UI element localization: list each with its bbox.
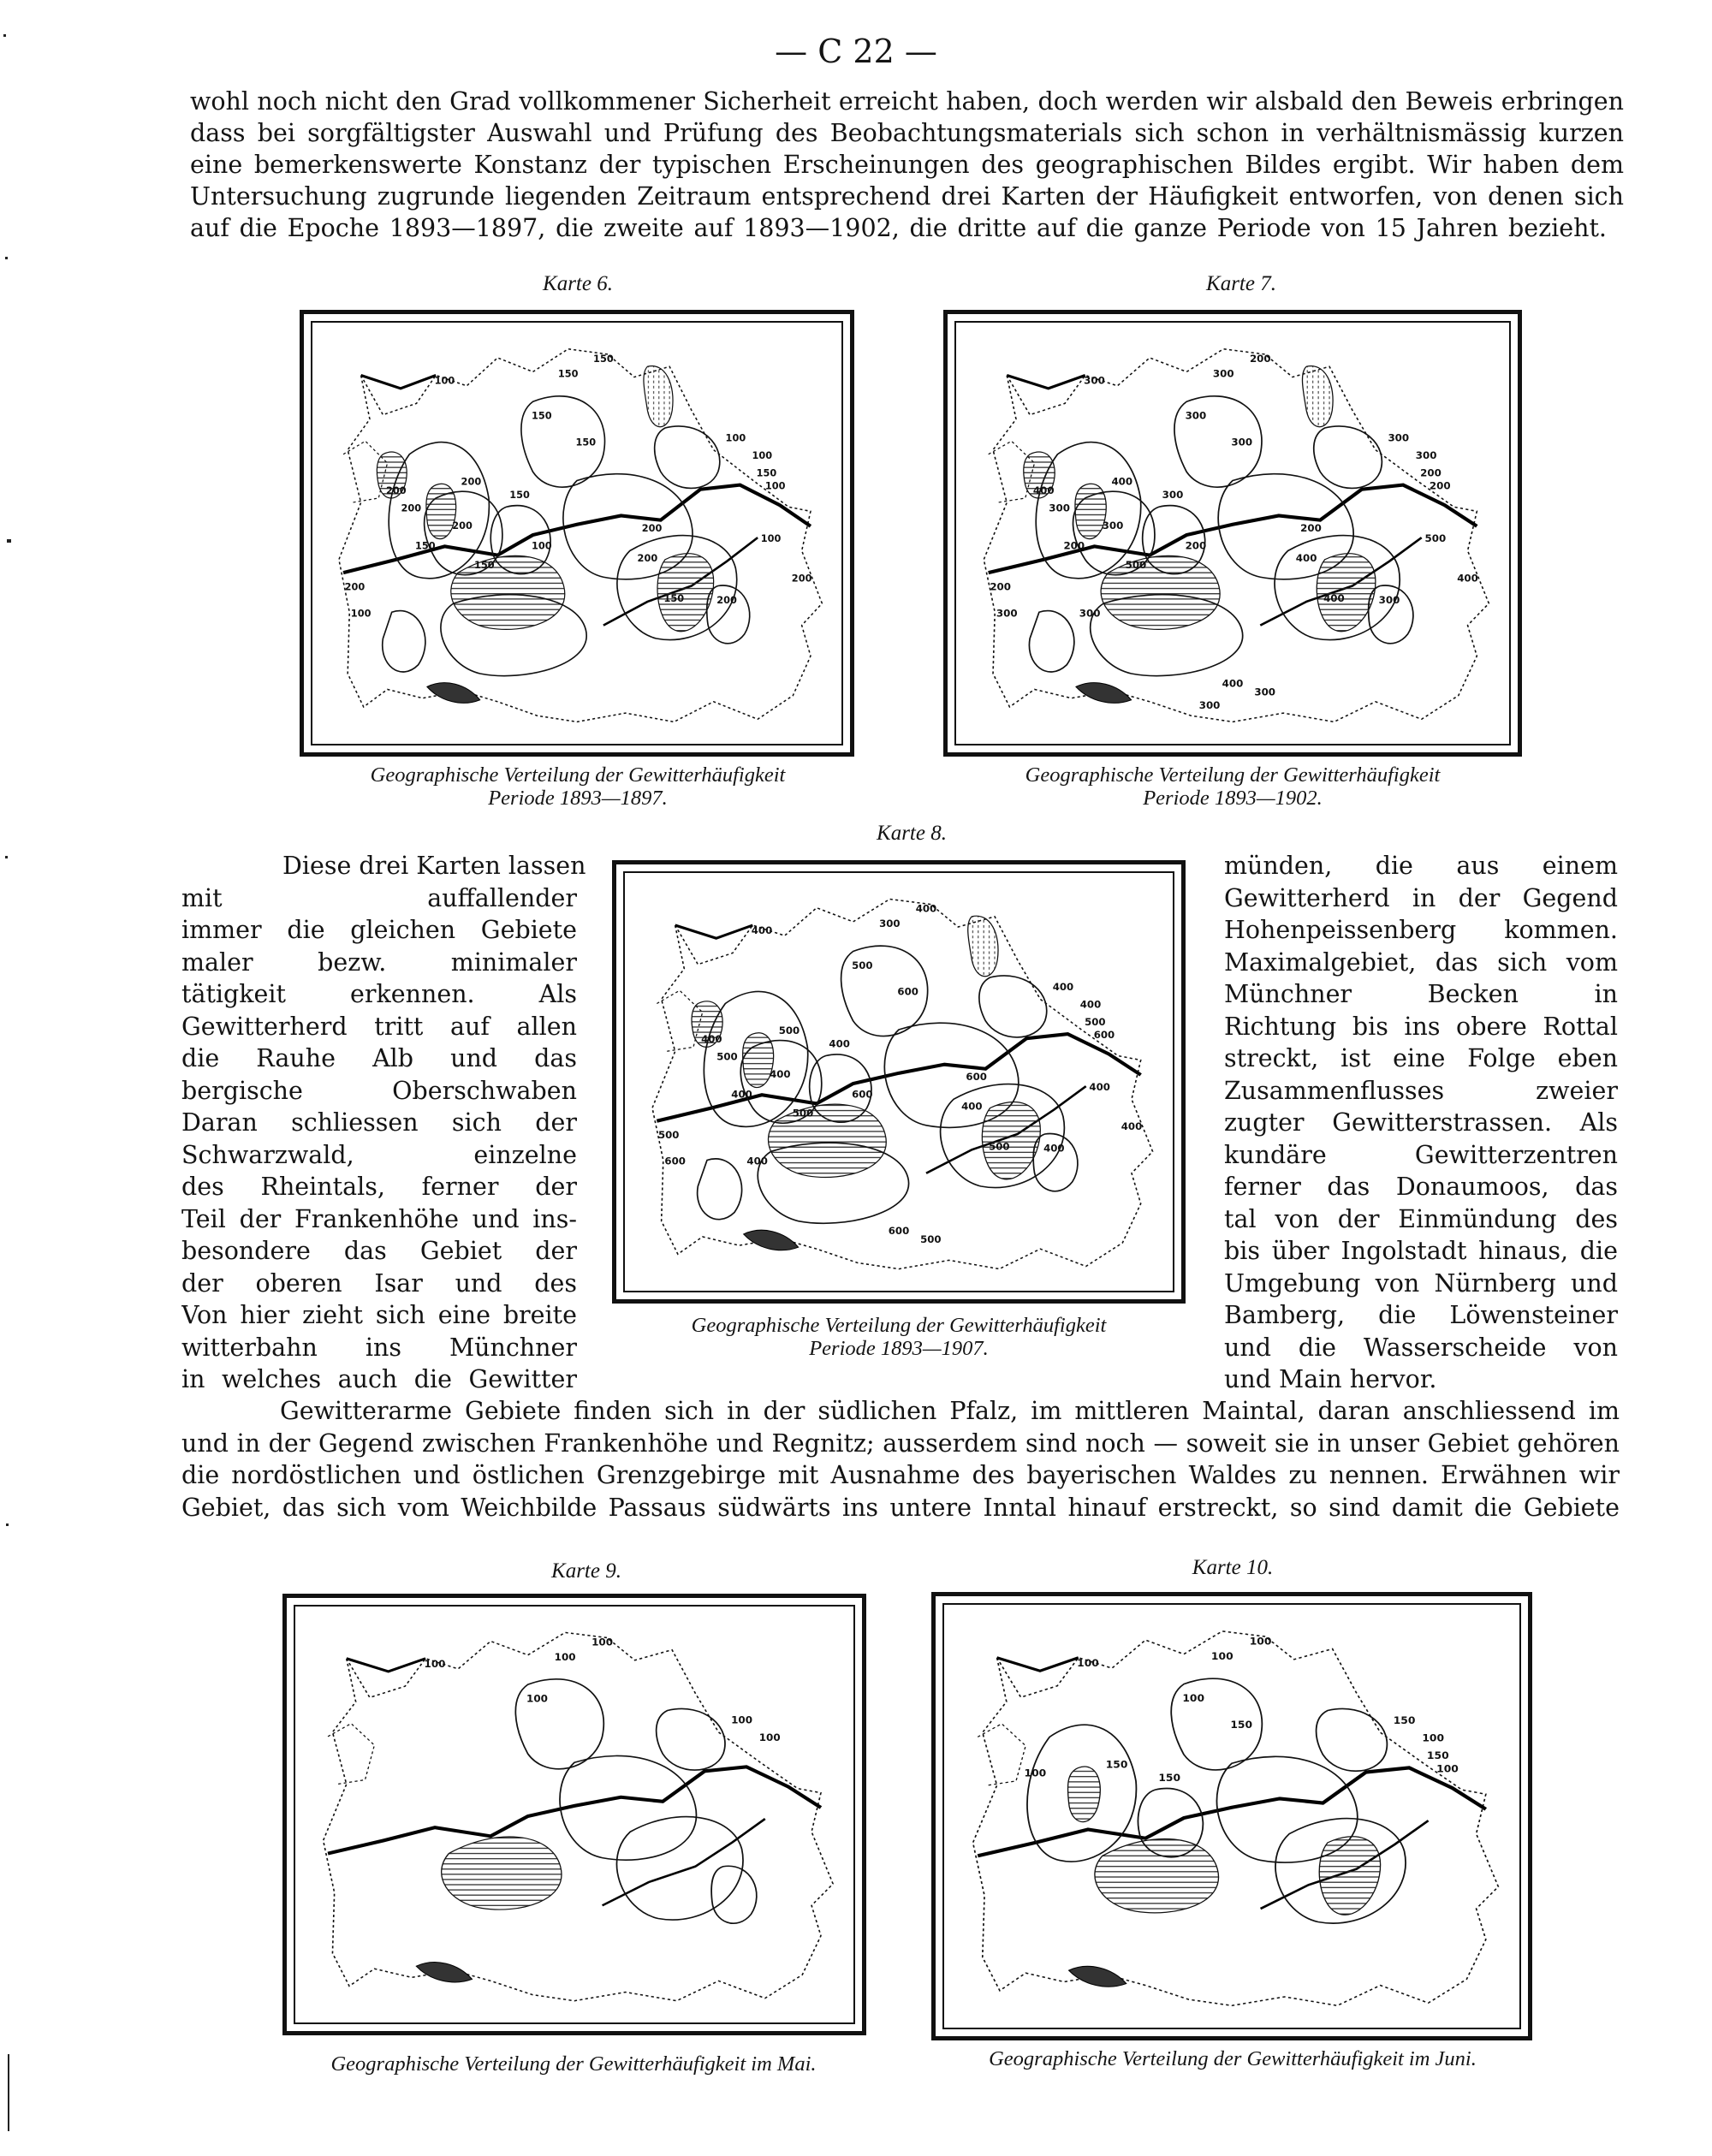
contour-label: 300: [1079, 607, 1101, 620]
contour-label: 150: [1393, 1714, 1416, 1726]
contour-label: 300: [1231, 436, 1253, 448]
contour-label: 150: [1158, 1772, 1181, 1784]
contour-label: 400: [746, 1155, 768, 1167]
text-line: tätigkeit erkennen. Als: [181, 980, 577, 1008]
text-line: und in der Gegend zwischen Frankenhöhe und Regnitz; ausserdem sind noch — soweit sie in unser Gebiet gehören: [181, 1428, 1620, 1458]
text-line: Münchner Becken in: [1224, 980, 1618, 1008]
caption-line: Geographische Verteilung der Gewitterhäufigkeit: [1025, 763, 1441, 787]
contour-label: 600: [852, 1088, 873, 1101]
text-line: bergische Oberschwaben: [181, 1076, 577, 1105]
text-line: münden, die aus einem: [1224, 852, 1618, 880]
scan-mark: [8, 2054, 9, 2131]
contour-label: 100: [1436, 1763, 1459, 1775]
contour-label: 200: [1185, 539, 1207, 552]
map-karte-7: [943, 310, 1522, 757]
contour-label: 200: [386, 484, 407, 496]
contour-label: 100: [764, 480, 786, 492]
contour-label: 400: [1222, 677, 1244, 690]
contour-label: 100: [1024, 1767, 1047, 1779]
contour-label: 400: [915, 903, 937, 915]
state-border: [324, 1632, 833, 2000]
contour-label: 300: [1415, 449, 1437, 461]
text-line: wohl noch nicht den Grad vollkommener Sicherheit erreicht haben, doch werden wir alsbald den Beweis erbringen: [190, 87, 1624, 116]
scan-mark: [5, 856, 8, 858]
map-label-karte-10: Karte 10.: [1192, 1556, 1274, 1579]
contour-label: 200: [452, 520, 473, 532]
lake-constance: [1076, 683, 1132, 704]
contour-label: 200: [1300, 522, 1322, 534]
maximum-area: [1067, 1767, 1100, 1822]
contour-label: 200: [401, 502, 422, 514]
state-border: [984, 349, 1489, 722]
minimum-area: [1302, 366, 1333, 427]
contour-label: 500: [852, 959, 873, 971]
text-line: Schwarzwald, einzelne: [181, 1140, 577, 1169]
caption-line: Geographische Verteilung der Gewitterhäufigkeit: [370, 763, 786, 787]
contour-label: 400: [1121, 1120, 1143, 1132]
text-line: besondere das Gebiet der: [181, 1237, 577, 1265]
contour-label: 500: [716, 1050, 738, 1063]
contour-label: 300: [1198, 699, 1221, 711]
caption-line: Periode 1893—1907.: [809, 1337, 989, 1360]
maximum-area: [769, 1104, 887, 1177]
contour-label: 400: [1032, 484, 1055, 496]
text-line: die nordöstlichen und östlichen Grenzgebirge mit Ausnahme des bayerischen Waldes zu nennen. Erwähnen wir: [181, 1461, 1620, 1489]
contour-label: 600: [664, 1155, 686, 1167]
contour-label: 400: [1323, 592, 1345, 604]
maximum-area: [1095, 1838, 1219, 1912]
river-line: [603, 1819, 765, 1905]
contour-label: 400: [770, 1068, 791, 1080]
lake-constance: [1069, 1966, 1126, 1987]
lake-constance: [427, 683, 480, 704]
state-border: [652, 900, 1153, 1269]
page-number: — C 22 —: [775, 33, 937, 70]
text-line: ferner das Donaumoos, das: [1224, 1173, 1618, 1201]
minimum-area: [644, 366, 673, 427]
contour-label: 500: [989, 1140, 1010, 1153]
text-line: Gebiet, das sich vom Weichbilde Passaus südwärts ins untere Inntal hinauf erstreckt, so sind damit die Gebiete: [181, 1493, 1620, 1522]
text-line: und Main hervor.: [1224, 1365, 1437, 1393]
map-graphic: [295, 1607, 853, 2022]
contour-label: 100: [526, 1692, 549, 1705]
caption-line: Geographische Verteilung der Gewitterhäufigkeit: [691, 1314, 1107, 1337]
contour-label: 100: [731, 1714, 753, 1726]
text-line: maler bezw. minimaler: [181, 947, 577, 977]
map-caption-karte-8: [608, 1314, 1190, 1360]
contour-label: 100: [424, 1658, 446, 1670]
map-label-karte-8: Karte 8.: [877, 822, 947, 845]
contour-label: 300: [1185, 410, 1207, 422]
contour-label: 300: [1212, 367, 1234, 380]
text-line: streckt, ist eine Folge eben: [1224, 1044, 1618, 1072]
text-line: immer die gleichen Gebiete: [181, 916, 577, 944]
contour-label: 150: [1105, 1758, 1128, 1771]
isoline: [560, 1755, 696, 1860]
river-line: [361, 376, 437, 389]
contour-label: 500: [1125, 559, 1147, 571]
contour-label: 100: [1182, 1692, 1205, 1705]
contour-label: 600: [897, 985, 918, 998]
contour-label: 100: [1249, 1635, 1272, 1648]
text-line: Umgebung von Nürnberg und: [1224, 1268, 1618, 1298]
contour-label: 150: [1230, 1719, 1253, 1731]
contour-label: 500: [657, 1129, 680, 1142]
contour-label: 400: [701, 1033, 722, 1046]
text-line: des Rheintals, ferner der: [181, 1173, 577, 1201]
text-line: Teil der Frankenhöhe und ins-: [181, 1204, 577, 1233]
contour-label: 400: [829, 1037, 850, 1050]
contour-label: 300: [996, 607, 1018, 620]
contour-label: 200: [1249, 353, 1271, 365]
scan-mark: [5, 257, 8, 259]
text-line: witterbahn ins Münchner: [181, 1333, 577, 1362]
contour-label: 200: [637, 552, 658, 564]
contour-label: 400: [731, 1088, 752, 1101]
text-line: auf die Epoche 1893—1897, die zweite auf 1893—1902, die dritte auf die ganze Periode von 15 Jahren bezieht.: [190, 214, 1607, 242]
text-line: und die Wasserscheide von: [1224, 1333, 1618, 1362]
river-line: [997, 1658, 1079, 1671]
lake-constance: [416, 1963, 472, 1982]
map-label-karte-9: Karte 9.: [551, 1559, 621, 1583]
contour-label: 150: [575, 437, 597, 448]
map-caption-karte-7: [942, 763, 1524, 810]
maximum-area: [451, 555, 565, 629]
contour-label: 200: [461, 476, 482, 488]
maximum-area: [1319, 1837, 1380, 1915]
contour-label: 600: [1093, 1029, 1115, 1042]
contour-label: 100: [434, 375, 455, 387]
contour-label: 400: [1089, 1081, 1110, 1094]
contour-label: 400: [1295, 552, 1317, 564]
isoline: [1029, 611, 1073, 672]
contour-label: 300: [1084, 375, 1105, 387]
contour-label: 100: [591, 1636, 614, 1648]
map-karte-9: [282, 1594, 866, 2035]
contour-label: 500: [792, 1107, 814, 1120]
contour-label: 500: [778, 1025, 800, 1037]
contour-label: 300: [1378, 594, 1400, 606]
text-line: die Rauhe Alb und das: [181, 1044, 577, 1072]
text-line: dass bei sorgfältigster Auswahl und Prüfung des Beobachtungsmaterials sich schon in verhältnismässig kurzen: [190, 119, 1624, 147]
text-line: Gewitterherd tritt auf allen: [181, 1012, 577, 1041]
map-karte-10: [931, 1592, 1532, 2040]
contour-label: 300: [1049, 502, 1070, 514]
isoline: [617, 1817, 743, 1920]
river-line: [347, 1659, 425, 1672]
state-border: [328, 1724, 374, 1785]
contour-label: 200: [990, 580, 1012, 593]
contour-label: 500: [1424, 532, 1447, 545]
river-line: [1007, 376, 1085, 389]
text-line: Gewitterherd in der Gegend: [1224, 883, 1618, 912]
text-line: Diese drei Karten lassen: [282, 852, 586, 880]
contour-label: 100: [531, 540, 552, 552]
contour-label: 300: [1388, 431, 1410, 444]
contour-label: 600: [966, 1071, 987, 1083]
text-line: Untersuchung zugrunde liegenden Zeitraum entsprechend drei Karten der Häufigkeit entworfen, von denen sich: [190, 182, 1624, 211]
contour-label: 100: [1077, 1657, 1099, 1669]
contour-label: 400: [751, 924, 773, 937]
contour-label: 300: [1102, 520, 1124, 532]
contour-label: 600: [888, 1225, 910, 1237]
contour-label: 400: [1043, 1142, 1065, 1155]
text-line: zugter Gewitterstrassen. Als: [1224, 1108, 1618, 1137]
isoline: [657, 1709, 725, 1771]
contour-label: 150: [474, 560, 495, 571]
contour-label: 150: [415, 540, 436, 552]
scan-mark: [7, 539, 11, 543]
contour-label: 100: [554, 1651, 576, 1663]
contour-label: 150: [557, 368, 579, 380]
map-karte-8: [612, 860, 1186, 1304]
map-graphic: [625, 873, 1173, 1291]
isoline: [655, 426, 720, 488]
text-line: tal von der Einmündung des: [1224, 1204, 1618, 1233]
text-line: kundäre Gewitterzentren: [1224, 1140, 1618, 1169]
text-line: bis über Ingolstadt hinaus, die: [1224, 1237, 1618, 1265]
contour-label: 100: [350, 608, 372, 620]
contour-label: 200: [1063, 539, 1085, 552]
text-line: Von hier zieht sich eine breite: [181, 1301, 577, 1329]
text-line: Daran schliessen sich der: [181, 1108, 577, 1137]
isoline: [1314, 426, 1382, 488]
contour-label: 400: [1052, 981, 1074, 994]
contour-label: 150: [756, 467, 777, 479]
text-line: der oberen Isar und des: [181, 1268, 577, 1298]
text-line: Bamberg, die Löwensteiner: [1224, 1301, 1618, 1329]
text-line: Richtung bis ins obere Rottal: [1224, 1012, 1618, 1041]
contour-label: 400: [1457, 572, 1478, 585]
contour-label: 100: [1210, 1650, 1233, 1662]
lake-constance: [744, 1230, 799, 1250]
isoline: [383, 611, 425, 672]
contour-label: 500: [1085, 1016, 1106, 1028]
text-line: in welches auch die Gewitter: [181, 1365, 577, 1393]
contour-label: 400: [1079, 998, 1102, 1011]
caption-line: Periode 1893—1902.: [1143, 787, 1323, 810]
contour-label: 150: [531, 410, 552, 422]
contour-label: 100: [758, 1731, 781, 1743]
map-caption-karte-10: Geographische Verteilung der Gewitterhäufigkeit im Juni.: [989, 2047, 1477, 2070]
isoline: [711, 1866, 757, 1923]
contour-label: 200: [344, 581, 366, 593]
isoline: [698, 1159, 742, 1220]
contour-label: 400: [1111, 475, 1133, 488]
contour-label: 200: [1420, 466, 1442, 479]
isoline: [1317, 1708, 1388, 1771]
contour-label: 300: [1254, 686, 1276, 698]
river-line: [675, 925, 753, 938]
isoline: [979, 976, 1047, 1037]
map-graphic: [312, 323, 841, 744]
text-line: Maximalgebiet, das sich vom: [1224, 947, 1618, 977]
maximum-area: [1101, 555, 1220, 629]
contour-label: 200: [791, 573, 812, 585]
text-line: Zusammenflusses zweier: [1224, 1076, 1618, 1105]
state-border: [339, 349, 822, 722]
contour-label: 100: [725, 432, 746, 444]
contour-label: 500: [920, 1233, 942, 1246]
map-karte-6: [300, 310, 854, 757]
state-border: [973, 1631, 1499, 2005]
caption-line: Periode 1893—1897.: [488, 787, 668, 810]
contour-label: 100: [1422, 1731, 1445, 1744]
contour-label: 150: [1426, 1749, 1449, 1761]
contour-label: 150: [593, 353, 614, 365]
minimum-area: [968, 916, 998, 977]
contour-label: 300: [879, 918, 901, 930]
contour-label: 400: [961, 1100, 983, 1113]
contour-label: 150: [509, 490, 530, 501]
contour-label: 150: [663, 592, 685, 604]
contour-label: 100: [760, 533, 782, 545]
map-graphic: [956, 323, 1509, 744]
map-caption-karte-6: [282, 763, 873, 810]
maximum-area: [442, 1837, 562, 1910]
contour-label: 100: [752, 449, 773, 461]
map-label-karte-6: Karte 6.: [543, 272, 613, 295]
state-border: [978, 1724, 1025, 1785]
text-line: eine bemerkenswerte Konstanz der typischen Erscheinungen des geographischen Bildes ergibt. Wir haben dem: [190, 151, 1624, 179]
text-line: Gewitterarme Gebiete finden sich in der südlichen Pfalz, im mittleren Maintal, daran anschliessend im: [280, 1397, 1620, 1425]
map-caption-karte-9: Geographische Verteilung der Gewitterhäufigkeit im Mai.: [330, 2052, 817, 2076]
contour-label: 200: [641, 522, 663, 534]
contour-label: 200: [716, 595, 737, 606]
contour-label: 300: [1162, 489, 1184, 501]
map-graphic: [944, 1605, 1519, 2028]
text-line: Hohenpeissenberg kommen.: [1224, 916, 1618, 944]
text-line: mit auffallender: [181, 883, 577, 912]
contour-label: 200: [1429, 480, 1451, 492]
map-label-karte-7: Karte 7.: [1206, 272, 1276, 295]
scan-mark: [6, 1523, 9, 1526]
